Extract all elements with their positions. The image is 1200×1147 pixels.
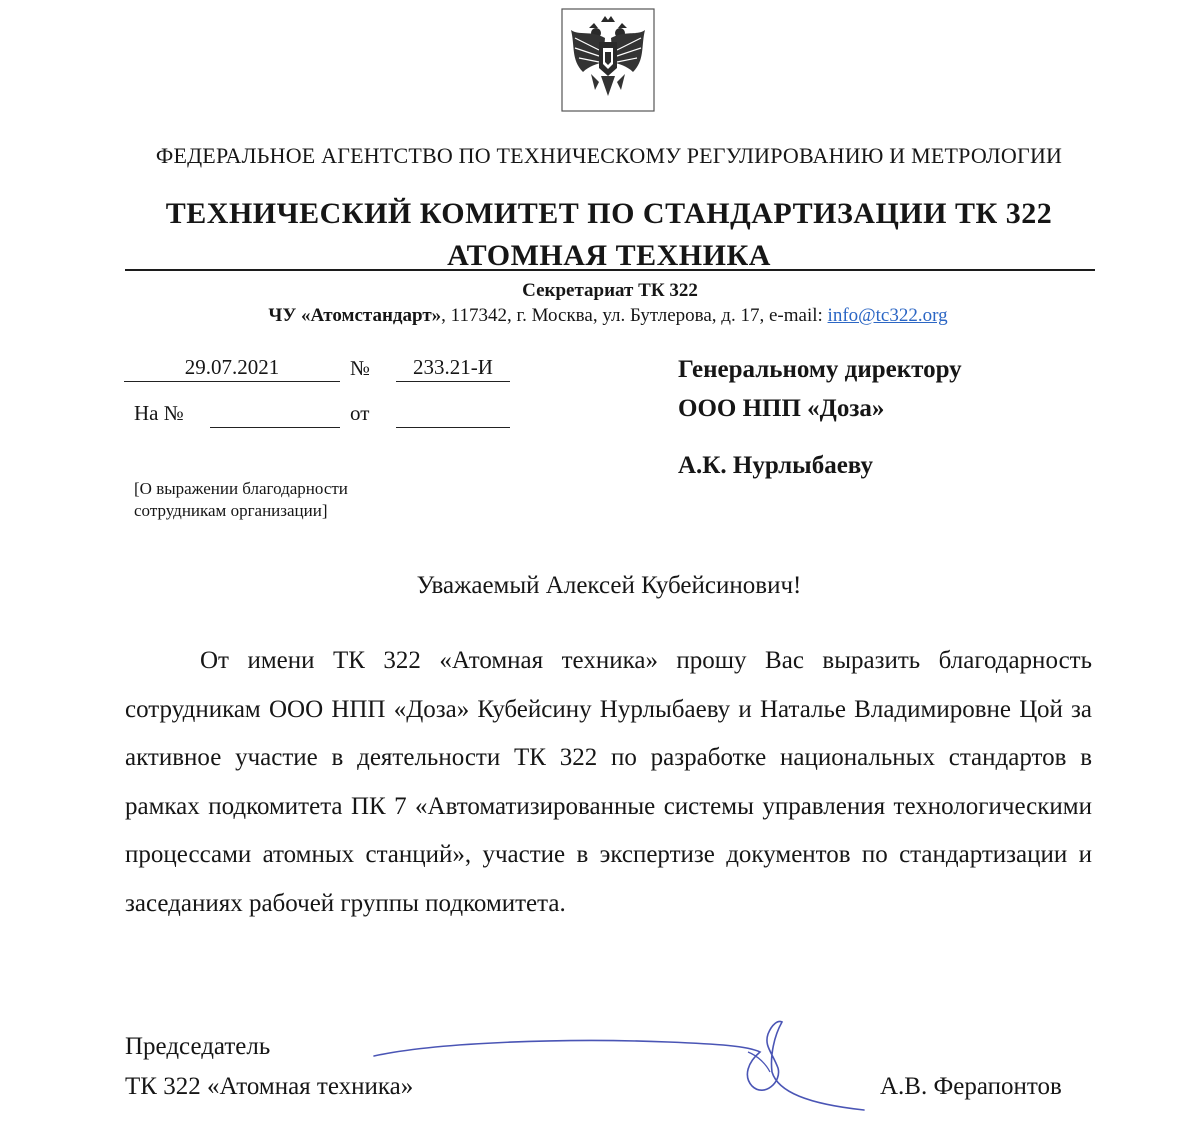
- addressee-organization: ООО НПП «Доза»: [678, 395, 885, 422]
- org-name: ЧУ «Атомстандарт»: [268, 305, 442, 326]
- outgoing-date: 29.07.2021: [124, 355, 340, 382]
- signer-title: Председатель: [125, 1033, 271, 1060]
- signer-committee: ТК 322 «Атомная техника»: [125, 1073, 414, 1100]
- addressee-name: А.К. Нурлыбаеву: [678, 452, 873, 479]
- reference-number: [210, 401, 340, 428]
- reference-from-label: от: [350, 401, 370, 425]
- committee-subtitle: АТОМНАЯ ТЕХНИКА: [447, 239, 771, 272]
- reference-label: На №: [134, 401, 184, 425]
- salutation: Уважаемый Алексей Кубейсинович!: [416, 572, 802, 599]
- agency-name: ФЕДЕРАЛЬНОЕ АГЕНТСТВО ПО ТЕХНИЧЕСКОМУ РЕГУЛИРОВАНИЮ И МЕТРОЛОГИИ: [155, 143, 1063, 168]
- subject-line: сотрудникам организации]: [134, 501, 328, 520]
- coat-of-arms-icon: [561, 8, 655, 112]
- reference-date: [396, 401, 510, 428]
- outgoing-number: 233.21-И: [396, 355, 510, 382]
- secretariat-label: Секретариат ТК 322: [522, 280, 698, 301]
- handwritten-signature-icon: [368, 1012, 868, 1122]
- email-link[interactable]: info@tc322.org: [827, 305, 948, 326]
- secretariat-address: [0, 305, 1200, 327]
- committee-title: ТЕХНИЧЕСКИЙ КОМИТЕТ ПО СТАНДАРТИЗАЦИИ ТК 322: [165, 197, 1053, 230]
- subject-line: [О выражении благодарности: [134, 479, 348, 498]
- org-address: , 117342, г. Москва, ул. Бутлерова, д. 17, e-mail:: [441, 305, 828, 326]
- addressee-position: Генеральному директору: [678, 356, 962, 383]
- number-sign: №: [350, 356, 371, 380]
- letter-subject: [134, 478, 434, 522]
- signer-name: А.В. Ферапонтов: [880, 1073, 1062, 1100]
- letter-body: От имени ТК 322 «Атомная техника» прошу Вас выразить благодарность сотрудникам ООО НПП «Доза» Кубейсину Нурлыбаеву и Наталье Владимировне Цой за активное участие в деятельности ТК 322 по разработке национальных стандартов в рамках подкомитета ПК 7 «Автоматизированные системы управления технологическими процессами атомных станций», участие в экспертизе документов по стандартизации и заседаниях рабочей группы подкомитета.: [125, 647, 1092, 917]
- header-divider: [125, 269, 1095, 271]
